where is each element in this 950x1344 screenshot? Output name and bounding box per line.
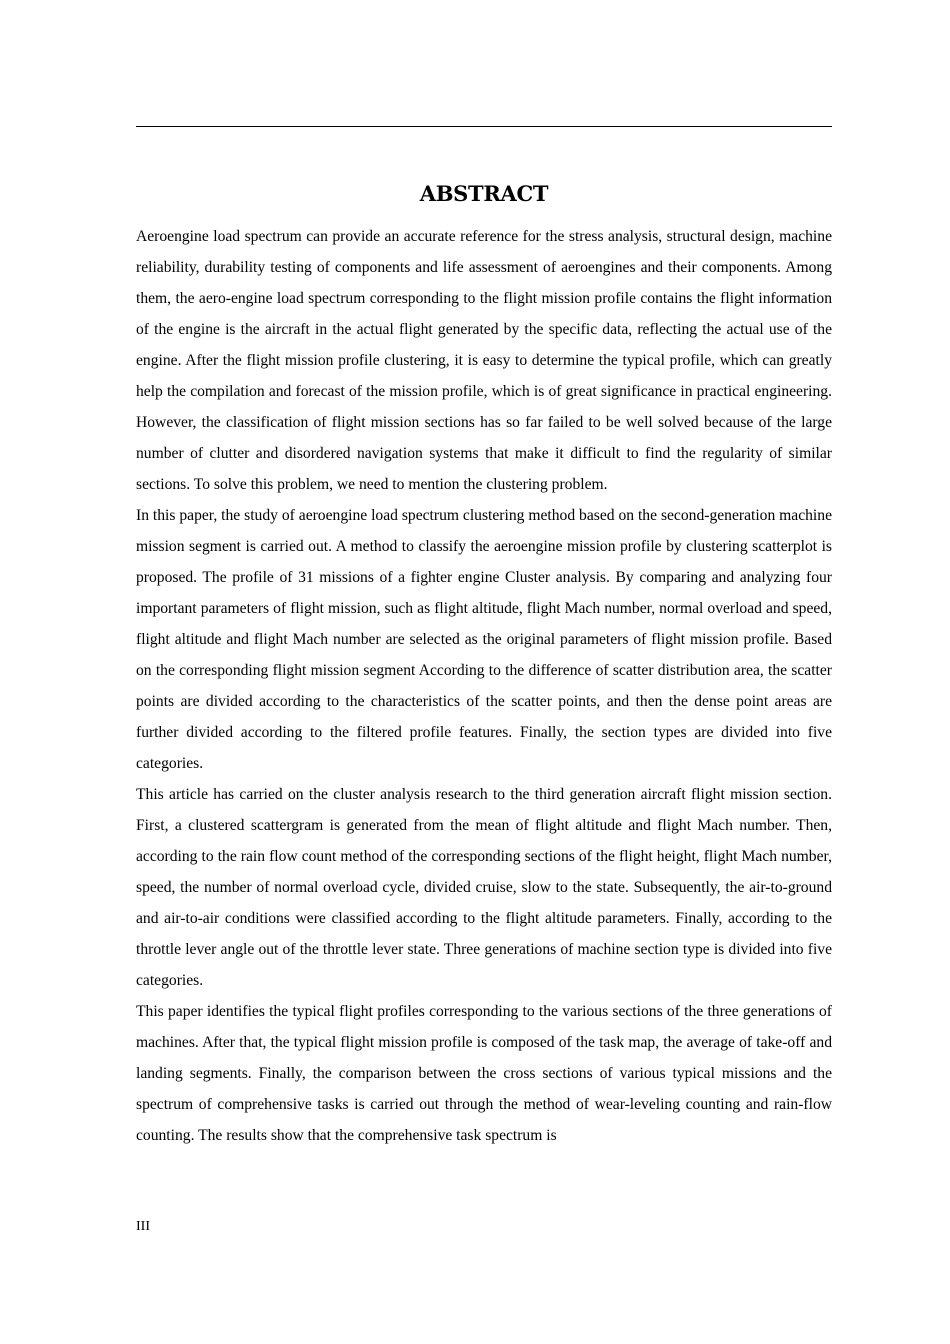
abstract-paragraph-4: This paper identifies the typical flight profiles corresponding to the various sections of the three generations of machines. After that, the typical flight mission profile is composed of the task map, the average of take-off and landing segments. Finally, the comparison between the cross sections of various typical missions and the spectrum of comprehensive tasks is carried out through the method of wear-leveling counting and rain-flow counting. The results show that the comprehensive task spectrum is (136, 1003, 832, 1144)
header-rule (136, 126, 832, 127)
abstract-paragraph-3: This article has carried on the cluster analysis research to the third generation aircraft flight mission section. First, a clustered scattergram is generated from the mean of flight altitude and flight Mach number. Then, according to the rain flow count method of the corresponding sections of the flight height, flight Mach number, speed, the number of normal overload cycle, divided cruise, slow to the state. Subsequently, the air-to-ground and air-to-air conditions were classified according to the flight altitude parameters. Finally, according to the throttle lever angle out of the throttle lever state. Three generations of machine section type is divided into five categories. (136, 786, 832, 989)
abstract-paragraph-1: Aeroengine load spectrum can provide an accurate reference for the stress analysis, structural design, machine reliability, durability testing of components and life assessment of aeroengines and their components. Among them, the aero-engine load spectrum corresponding to the flight mission profile contains the flight information of the engine is the aircraft in the actual flight generated by the specific data, reflecting the actual use of the engine. After the flight mission profile clustering, it is easy to determine the typical profile, which can greatly help the compilation and forecast of the mission profile, which is of great significance in practical engineering. However, the classification of flight mission sections has so far failed to be well solved because of the large number of clutter and disordered navigation systems that make it difficult to find the regularity of similar sections. To solve this problem, we need to mention the clustering problem. (136, 228, 832, 493)
abstract-paragraph-2: In this paper, the study of aeroengine load spectrum clustering method based on the second-generation machine mission segment is carried out. A method to classify the aeroengine mission profile by clustering scatterplot is proposed. The profile of 31 missions of a fighter engine Cluster analysis. By comparing and analyzing four important parameters of flight mission, such as flight altitude, flight Mach number, normal overload and speed, flight altitude and flight Mach number are selected as the original parameters of flight mission profile. Based on the corresponding flight mission segment According to the difference of scatter distribution area, the scatter points are divided according to the characteristics of the scatter points, and then the dense point areas are further divided according to the filtered profile features. Finally, the section types are divided into five categories. (136, 507, 832, 772)
page-title: ABSTRACT (419, 181, 549, 206)
abstract-body (136, 221, 832, 1151)
page-number: III (136, 1219, 150, 1234)
